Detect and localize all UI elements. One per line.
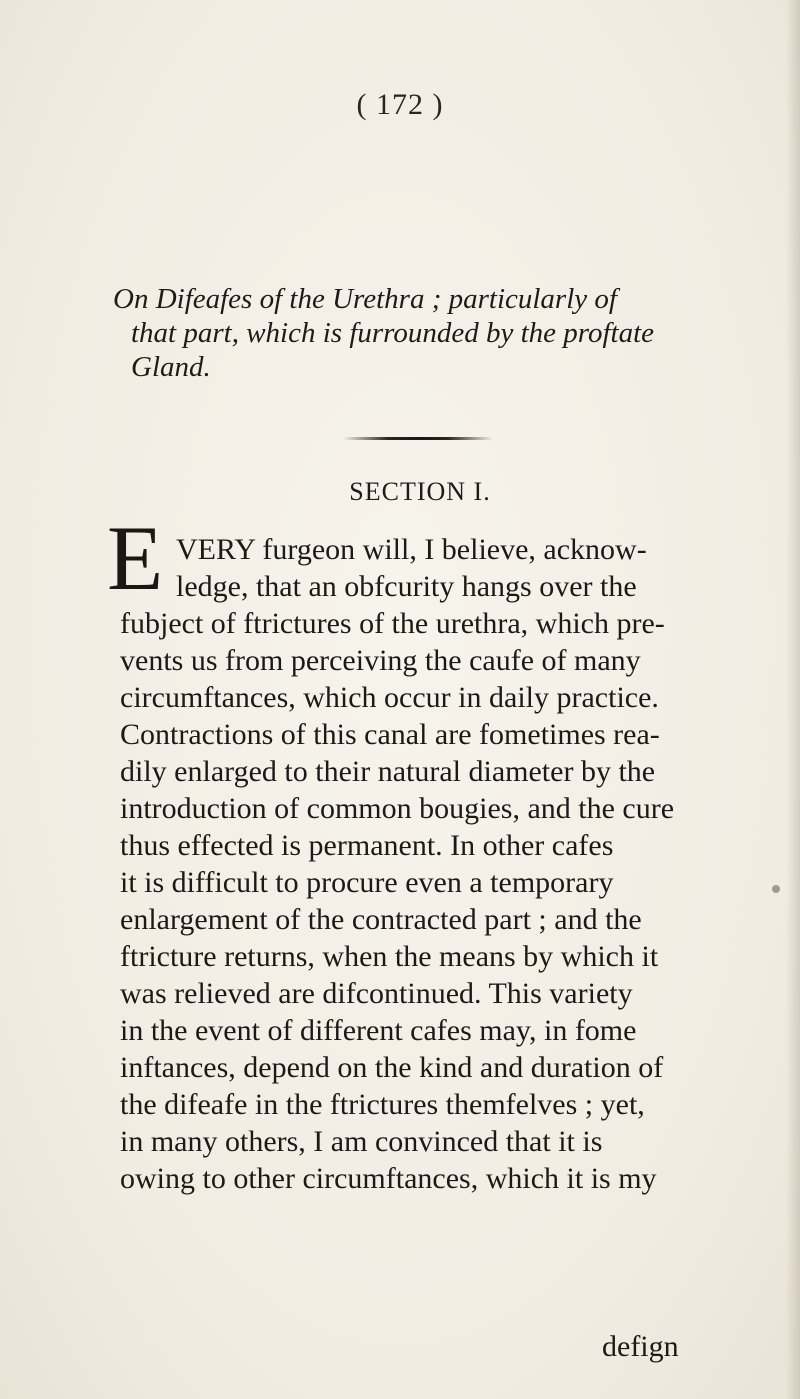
title-line-3: Gland. [131,351,211,383]
body-line: ledge, that an obfcurity hangs over the [176,570,637,603]
body-line: it is difficult to procure even a temporary [120,866,614,899]
body-line: the difeafe in the ftrictures themfelves ; yet, [120,1088,645,1121]
body-line: enlargement of the contracted part ; and the [120,903,642,936]
section-heading: SECTION I. [349,477,491,506]
body-line: fubject of ftrictures of the urethra, which pre- [120,607,665,640]
ornamental-rule [343,437,493,440]
body-line: owing to other circumftances, which it is my [120,1162,657,1195]
body-line: inftances, depend on the kind and duration of [120,1051,664,1084]
ink-speck [772,885,780,893]
body-line: introduction of common bougies, and the cure [120,792,675,825]
body-line: in many others, I am convinced that it is [120,1125,603,1158]
body-line: dily enlarged to their natural diameter by the [120,755,656,788]
body-line: ftricture returns, when the means by which it [120,940,659,973]
page-edge-shadow [786,0,800,1399]
title-line-1: On Difeafes of the Urethra ; particularly of [113,283,617,315]
body-line: vents us from perceiving the caufe of many [120,644,641,677]
body-line: thus effected is permanent. In other cafes [120,829,614,862]
body-line: VERY furgeon will, I believe, acknow- [176,533,647,566]
body-line: circumftances, which occur in daily practice. [120,681,659,714]
catchword: defign [602,1330,679,1363]
body-line: in the event of different cafes may, in fome [120,1014,637,1047]
drop-cap: E [107,507,164,609]
page-number-header: ( 172 ) [356,88,444,121]
title-line-2: that part, which is furrounded by the proftate [131,317,655,349]
body-line: Contractions of this canal are fometimes rea- [120,718,660,751]
chapter-title [113,282,725,384]
body-line: was relieved are difcontinued. This variety [120,977,633,1010]
